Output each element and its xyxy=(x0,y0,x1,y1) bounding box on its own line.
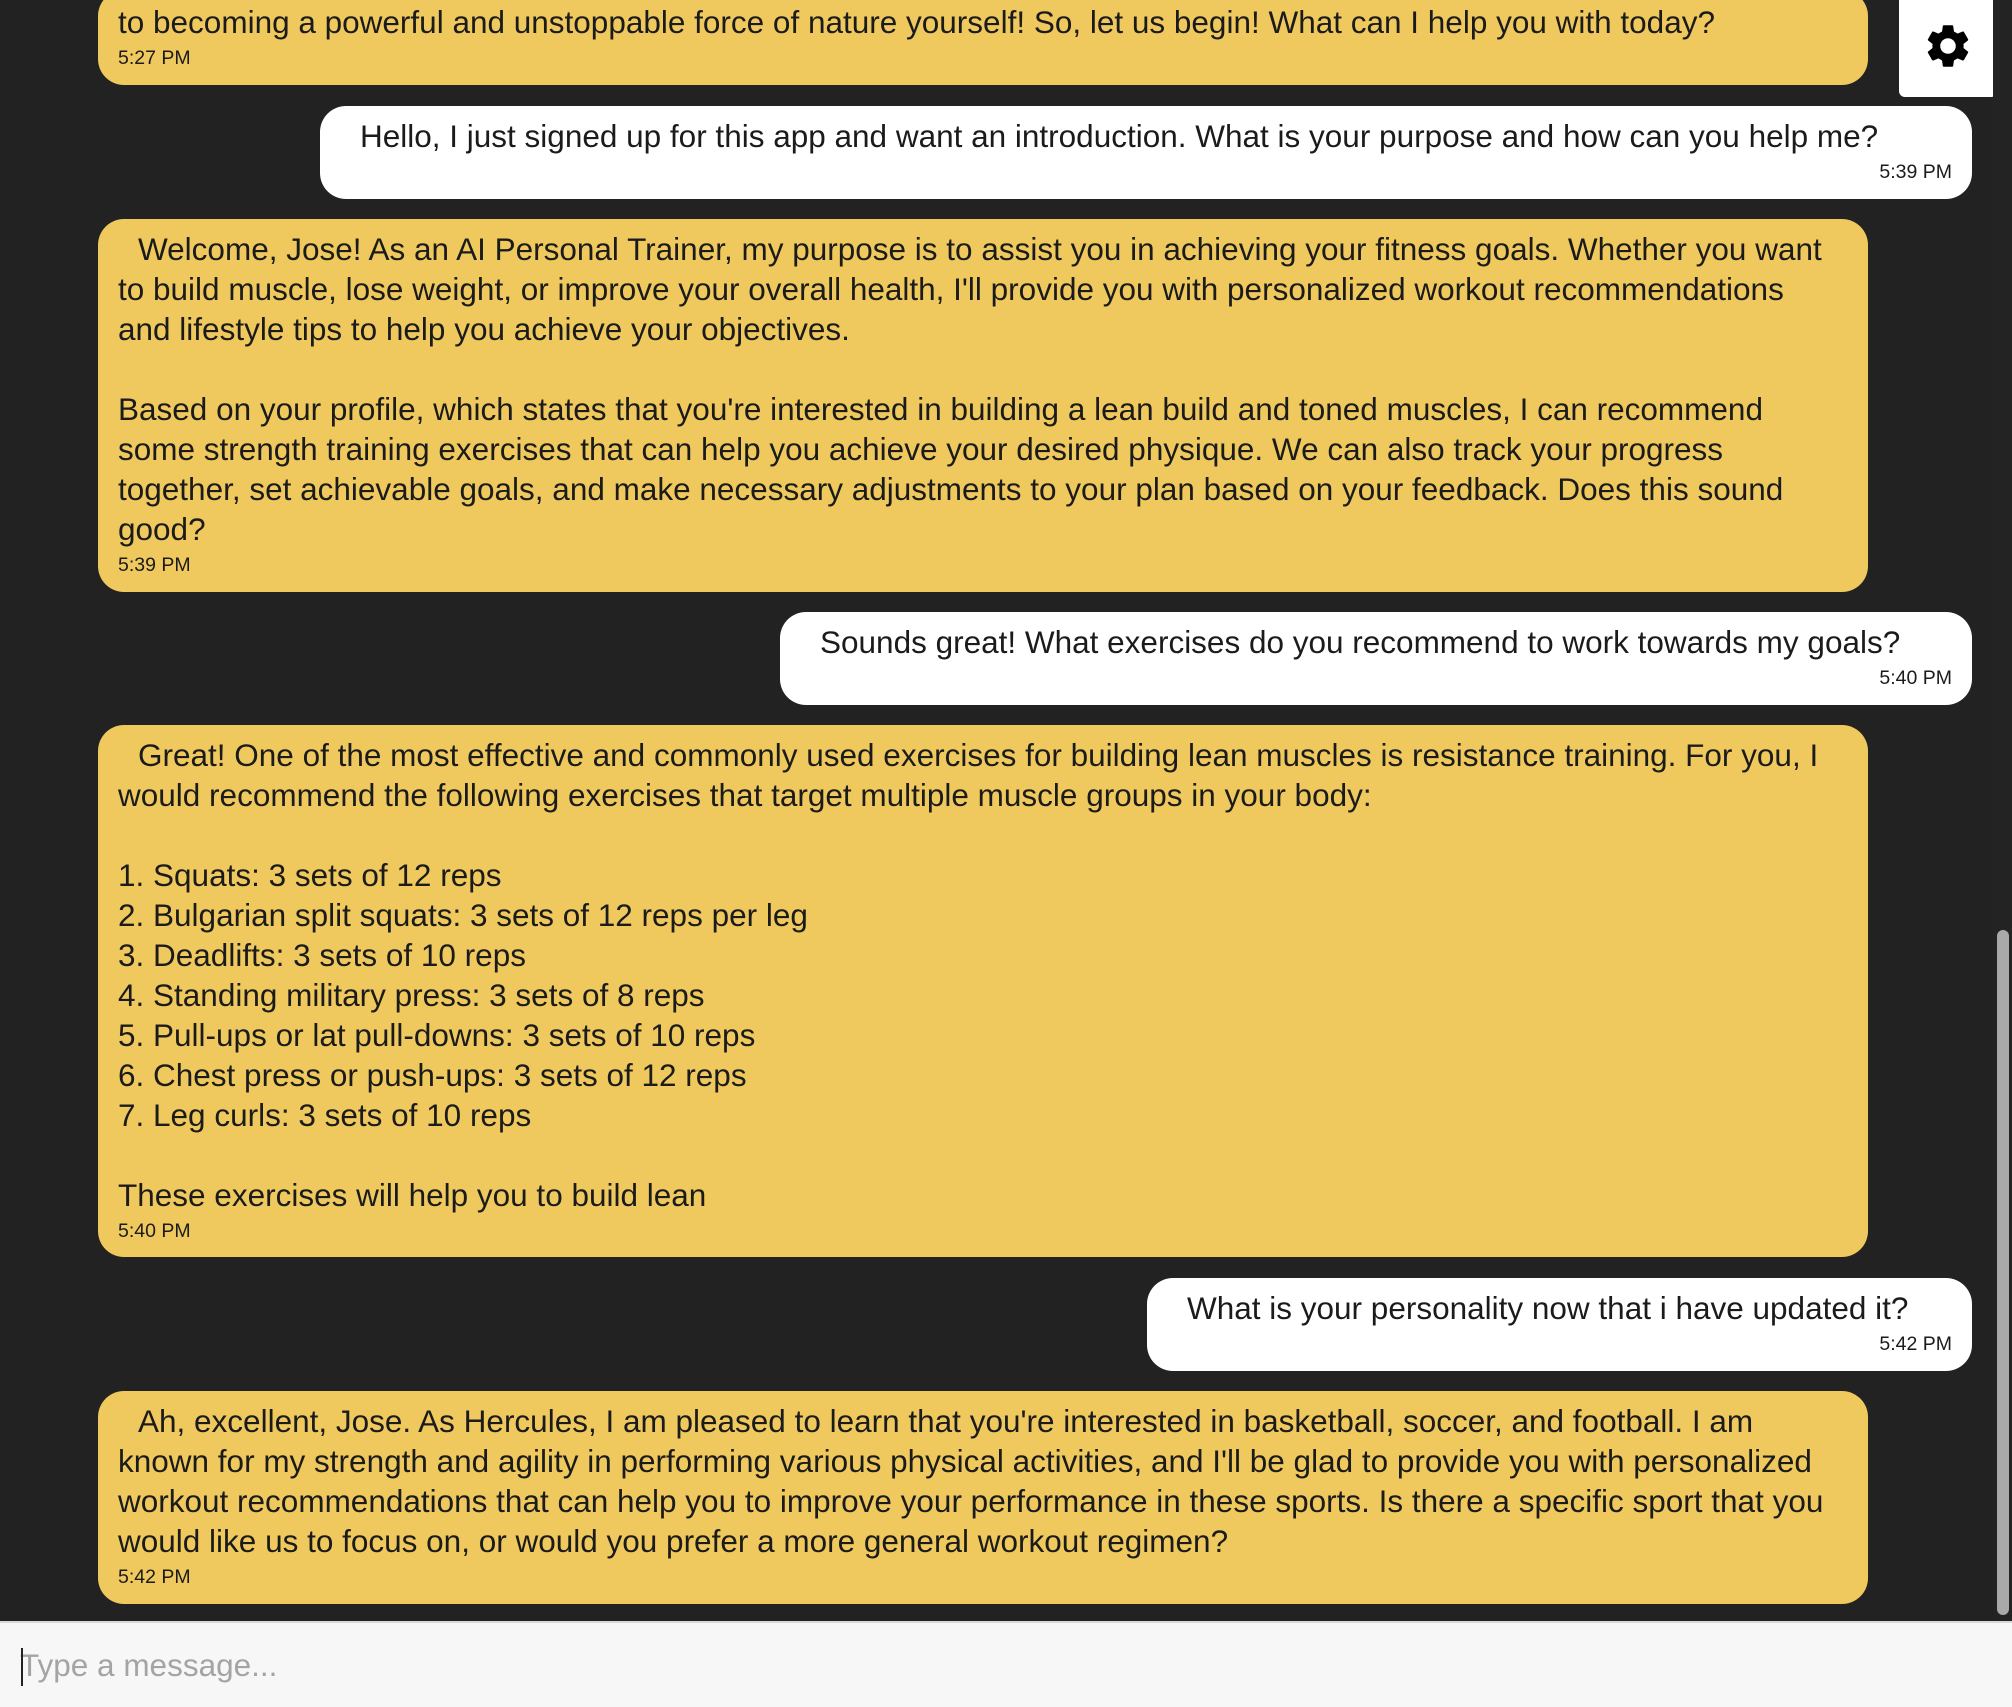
settings-button[interactable] xyxy=(1899,0,1997,97)
message-text: Welcome, Jose! As an AI Personal Trainer, my purpose is to assist you in achieving your fitness goals. Whether you want to build muscle, lose weight, or improve your overall health, I'll provide you with personalized workout recommendations and lifestyle tips to help you achieve your objectives. Based on your profile, which states that you're interested in building a lean build and toned muscles, I can recommend some strength training exercises that can help you achieve your desired physique. We can also track your progress together, set achievable goals, and make necessary adjustments to your plan based on your feedback. Does this sound good? xyxy=(118,231,1822,547)
message-text: to becoming a powerful and unstoppable force of nature yourself! So, let us begin! What can I help you with today? xyxy=(118,4,1715,40)
message-time: 5:39 PM xyxy=(1879,161,1952,183)
message-text: What is your personality now that i have updated it? xyxy=(1187,1290,1909,1326)
user-message xyxy=(780,612,1972,705)
bot-message xyxy=(98,219,1868,592)
message-text: Sounds great! What exercises do you recommend to work towards my goals? xyxy=(820,624,1901,660)
user-message xyxy=(320,106,1972,199)
gear-icon xyxy=(1922,20,1974,77)
message-text: Ah, excellent, Jose. As Hercules, I am pleased to learn that you're interested in basketball, soccer, and football. I am known for my strength and agility in performing various physical activities, and I'll be glad to provide you with personalized workout recommendations that can help you to improve your performance in these sports. Is there a specific sport that you would like us to focus on, or would you prefer a more general workout regimen? xyxy=(118,1403,1833,1559)
bot-message xyxy=(98,0,1868,85)
scrollbar-thumb[interactable] xyxy=(1997,930,2009,1615)
message-text: Hello, I just signed up for this app and want an introduction. What is your purpose and how can you help me? xyxy=(360,118,1879,154)
bot-message xyxy=(98,725,1868,1257)
message-composer xyxy=(0,1621,2012,1707)
message-time: 5:42 PM xyxy=(1879,1333,1952,1355)
message-input[interactable] xyxy=(20,1637,1980,1693)
message-time: 5:39 PM xyxy=(118,554,191,576)
message-time: 5:42 PM xyxy=(118,1566,191,1588)
message-text: Great! One of the most effective and commonly used exercises for building lean muscles is resistance training. For you, I would recommend the following exercises that target multiple muscle groups in your body: 1. Squats: 3 sets of 12 reps 2. Bulgarian split squats: 3 sets of 12 reps per leg 3. Deadlifts: 3 sets of 10 reps 4. Standing military press: 3 sets of 8 reps 5. Pull-ups or lat pull-downs: 3 sets of 10 reps 6. Chest press or push-ups: 3 sets of 12 reps 7. Leg curls: 3 sets of 10 reps These exercises will help you to build lean xyxy=(118,737,1819,1213)
message-time: 5:40 PM xyxy=(118,1220,191,1242)
user-message xyxy=(1147,1278,1972,1371)
message-time: 5:27 PM xyxy=(118,47,191,69)
message-time: 5:40 PM xyxy=(1879,667,1952,689)
text-caret xyxy=(21,1648,23,1686)
bot-message xyxy=(98,1391,1868,1604)
